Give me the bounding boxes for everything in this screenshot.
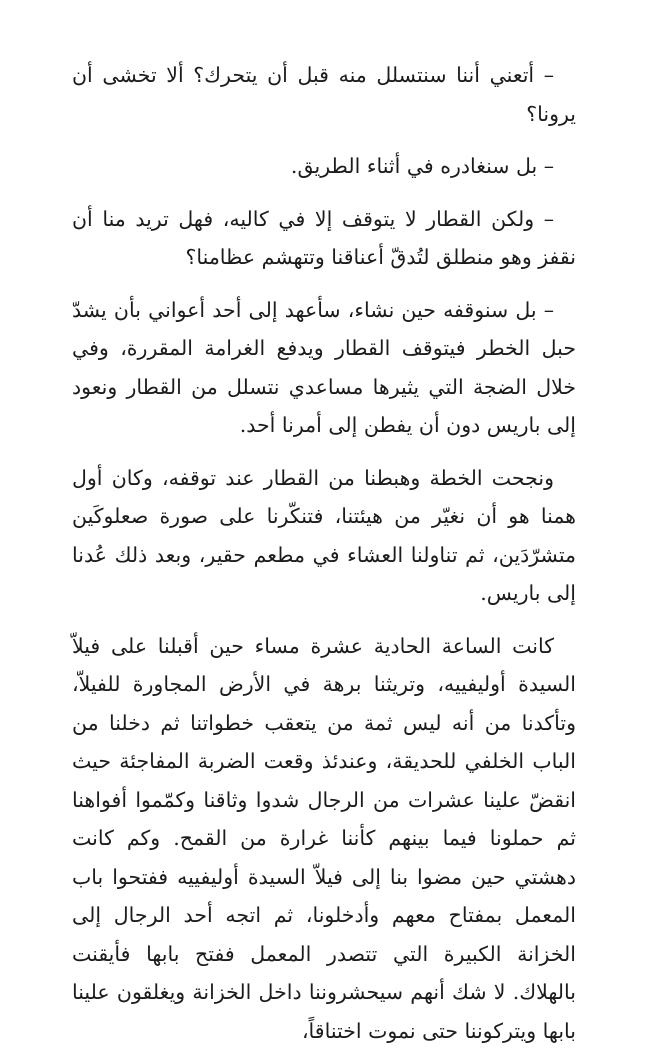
book-page-text xyxy=(72,56,576,1064)
narrative-paragraph-2: كانت الساعة الحادية عشرة مساء حين أقبلنا على فيلاّ السيدة أوليفييه، وتريثنا برهة في الأرض المجاورة للفيلاّ، وتأكدنا من أنه ليس ثمة من يتعقب خطواتنا ثم دخلنا من الباب الخلفي للحديقة، وعندئذ وقعت الضربة المفاجئة حيث انقضّ علينا عشرات من الرجال شدوا وثاقنا وكمّموا أفواهنا ثم حملونا فيما بينهم كأننا غرارة من القمح. وكم كانت دهشتي حين مضوا بنا إلى فيلاّ السيدة أوليفييه ففتحوا باب المعمل بمفتاح معهم وأدخلونا، ثم اتجه أحد الرجال إلى الخزانة الكبيرة التي تتصدر المعمل ففتح بابها فأيقنت بالهلاك. لا شك أنهم سيحشروننا داخل الخزانة ويغلقون علينا بابها ويتركوننا حتى نموت اختناقاً، xyxy=(72,633,576,1043)
dialogue-paragraph-4: – بل سنوقفه حين نشاء، سأعهد إلى أحد أعواني بأن يشدّ حبل الخطر فيتوقف القطار ويدفع الغرامة المقررة، وفي خلال الضجة التي يثيرها مساعدي نتسلل من القطار ونعود إلى باريس دون أن يفطن إلى أمرنا أحد. xyxy=(72,297,576,437)
dialogue-paragraph-1: – أتعني أننا سنتسلل منه قبل أن يتحرك؟ ألا تخشى أن يرونا؟ xyxy=(72,63,576,126)
narrative-paragraph-1: ونجحت الخطة وهبطنا من القطار عند توقفه، وكان أول همنا هو أن نغيّر من هيئتنا، فتنكّرنا على صورة صعلوكَين متشرّدَين، ثم تناولنا العشاء في مطعم حقير، وبعد ذلك عُدنا إلى باريس. xyxy=(72,465,576,605)
dialogue-paragraph-2: – بل سنغادره في أثناء الطريق. xyxy=(290,154,554,178)
dialogue-paragraph-3: – ولكن القطار لا يتوقف إلا في كاليه، فهل تريد منا أن نقفز وهو منطلق لتُدقّ أعناقنا وتتهشم عظامنا؟ xyxy=(72,206,576,269)
